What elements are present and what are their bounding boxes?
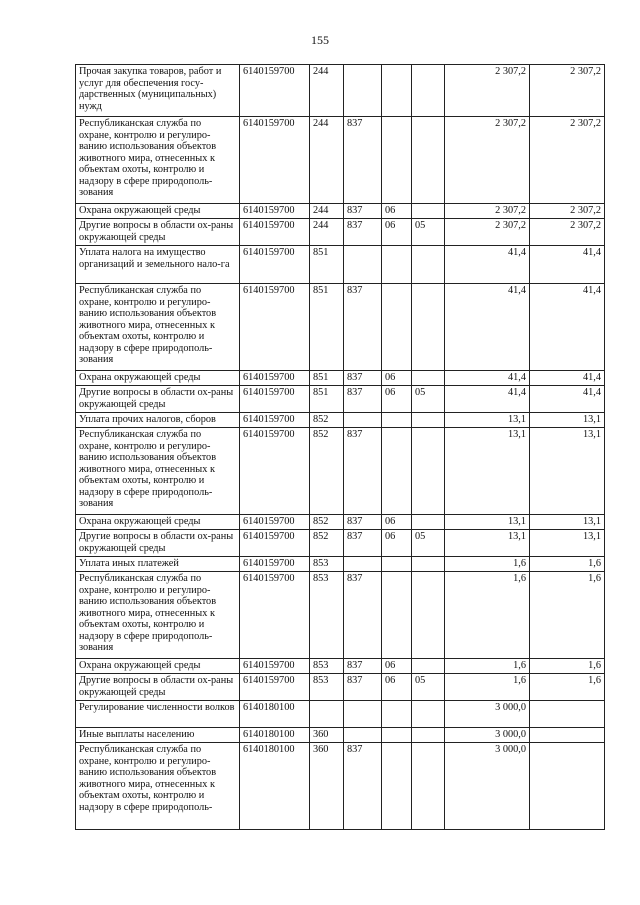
subsection-code: [412, 65, 445, 117]
administrator-code: 837: [344, 572, 382, 659]
row-name: Республиканская служба по охране, контролю и регулиро-ванию использования объектов животного мира, отнесенных к объектам охоты, контролю и надзору в сфере природополь-зования: [76, 117, 240, 204]
target-code: 6140159700: [240, 65, 310, 117]
target-code: 6140159700: [240, 386, 310, 413]
expense-type: [310, 701, 344, 728]
table-row: [76, 728, 605, 743]
amount-1: 2 307,2: [445, 204, 530, 219]
expense-type: 853: [310, 674, 344, 701]
amount-1: 1,6: [445, 572, 530, 659]
target-code: 6140180100: [240, 743, 310, 830]
administrator-code: 837: [344, 659, 382, 674]
amount-2: [530, 743, 605, 830]
administrator-code: 837: [344, 117, 382, 204]
section-code: 06: [382, 371, 412, 386]
amount-2: 13,1: [530, 530, 605, 557]
subsection-code: [412, 515, 445, 530]
amount-1: 13,1: [445, 530, 530, 557]
target-code: 6140180100: [240, 728, 310, 743]
amount-1: 3 000,0: [445, 728, 530, 743]
amount-1: 13,1: [445, 515, 530, 530]
target-code: 6140159700: [240, 530, 310, 557]
section-code: 06: [382, 659, 412, 674]
amount-1: 13,1: [445, 428, 530, 515]
amount-1: 3 000,0: [445, 701, 530, 728]
row-name: Уплата иных платежей: [76, 557, 240, 572]
amount-1: 2 307,2: [445, 65, 530, 117]
administrator-code: [344, 65, 382, 117]
amount-1: 41,4: [445, 246, 530, 284]
amount-1: 41,4: [445, 371, 530, 386]
amount-2: 2 307,2: [530, 117, 605, 204]
subsection-code: [412, 701, 445, 728]
amount-2: 13,1: [530, 515, 605, 530]
section-code: [382, 728, 412, 743]
amount-2: 13,1: [530, 428, 605, 515]
section-code: [382, 557, 412, 572]
target-code: 6140159700: [240, 515, 310, 530]
subsection-code: [412, 413, 445, 428]
section-code: 06: [382, 386, 412, 413]
row-name: Уплата прочих налогов, сборов: [76, 413, 240, 428]
administrator-code: [344, 413, 382, 428]
expense-type: 853: [310, 557, 344, 572]
amount-2: 41,4: [530, 386, 605, 413]
administrator-code: 837: [344, 204, 382, 219]
expense-type: 244: [310, 117, 344, 204]
target-code: 6140159700: [240, 674, 310, 701]
expense-type: 851: [310, 246, 344, 284]
amount-1: 1,6: [445, 674, 530, 701]
amount-2: 2 307,2: [530, 219, 605, 246]
amount-2: 2 307,2: [530, 204, 605, 219]
administrator-code: 837: [344, 515, 382, 530]
subsection-code: [412, 728, 445, 743]
administrator-code: 837: [344, 530, 382, 557]
amount-2: 1,6: [530, 674, 605, 701]
target-code: 6140159700: [240, 413, 310, 428]
expense-type: 852: [310, 428, 344, 515]
budget-table: [75, 64, 605, 830]
table-row: [76, 371, 605, 386]
subsection-code: 05: [412, 386, 445, 413]
amount-2: 1,6: [530, 659, 605, 674]
subsection-code: [412, 371, 445, 386]
expense-type: 360: [310, 743, 344, 830]
subsection-code: [412, 572, 445, 659]
section-code: 06: [382, 204, 412, 219]
target-code: 6140159700: [240, 557, 310, 572]
row-name: Другие вопросы в области ох-раны окружающей среды: [76, 674, 240, 701]
target-code: 6140159700: [240, 204, 310, 219]
amount-2: [530, 701, 605, 728]
row-name: Охрана окружающей среды: [76, 204, 240, 219]
table-row: [76, 530, 605, 557]
amount-2: 41,4: [530, 371, 605, 386]
section-code: [382, 284, 412, 371]
table-row: [76, 743, 605, 830]
row-name: Республиканская служба по охране, контролю и регулиро-ванию использования объектов животного мира, отнесенных к объектам охоты, контролю и надзору в сфере природополь-зования: [76, 572, 240, 659]
amount-2: 13,1: [530, 413, 605, 428]
target-code: 6140159700: [240, 246, 310, 284]
section-code: [382, 246, 412, 284]
amount-2: 2 307,2: [530, 65, 605, 117]
section-code: 06: [382, 530, 412, 557]
amount-1: 3 000,0: [445, 743, 530, 830]
target-code: 6140159700: [240, 284, 310, 371]
table-row: [76, 65, 605, 117]
target-code: 6140159700: [240, 117, 310, 204]
section-code: [382, 743, 412, 830]
subsection-code: 05: [412, 530, 445, 557]
row-name: Регулирование численности волков: [76, 701, 240, 728]
amount-2: 41,4: [530, 284, 605, 371]
expense-type: 244: [310, 204, 344, 219]
expense-type: 851: [310, 386, 344, 413]
row-name: Охрана окружающей среды: [76, 515, 240, 530]
table-row: [76, 117, 605, 204]
target-code: 6140159700: [240, 659, 310, 674]
administrator-code: [344, 246, 382, 284]
expense-type: 851: [310, 284, 344, 371]
administrator-code: 837: [344, 386, 382, 413]
section-code: [382, 117, 412, 204]
table-row: [76, 204, 605, 219]
subsection-code: [412, 204, 445, 219]
row-name: Республиканская служба по охране, контролю и регулиро-ванию использования объектов животного мира, отнесенных к объектам охоты, контролю и надзору в сфере природополь-зования: [76, 284, 240, 371]
administrator-code: 837: [344, 743, 382, 830]
target-code: 6140159700: [240, 572, 310, 659]
row-name: Другие вопросы в области ох-раны окружающей среды: [76, 219, 240, 246]
target-code: 6140159700: [240, 371, 310, 386]
row-name: Другие вопросы в области ох-раны окружающей среды: [76, 530, 240, 557]
amount-2: 1,6: [530, 557, 605, 572]
expense-type: 244: [310, 65, 344, 117]
section-code: 06: [382, 515, 412, 530]
administrator-code: 837: [344, 219, 382, 246]
section-code: [382, 701, 412, 728]
amount-1: 1,6: [445, 659, 530, 674]
table-row: [76, 572, 605, 659]
row-name: Охрана окружающей среды: [76, 659, 240, 674]
table-row: [76, 515, 605, 530]
table-row: [76, 246, 605, 284]
subsection-code: [412, 557, 445, 572]
administrator-code: [344, 701, 382, 728]
table-row: [76, 284, 605, 371]
administrator-code: 837: [344, 674, 382, 701]
administrator-code: 837: [344, 428, 382, 515]
table-row: [76, 674, 605, 701]
section-code: 06: [382, 219, 412, 246]
row-name: Охрана окружающей среды: [76, 371, 240, 386]
target-code: 6140180100: [240, 701, 310, 728]
expense-type: 852: [310, 413, 344, 428]
administrator-code: [344, 728, 382, 743]
amount-1: 13,1: [445, 413, 530, 428]
row-name: Уплата налога на имущество организаций и земельного нало-га: [76, 246, 240, 284]
table-row: [76, 701, 605, 728]
row-name: Прочая закупка товаров, работ и услуг для обеспечения госу-дарственных (муниципальных) нужд: [76, 65, 240, 117]
table-row: [76, 386, 605, 413]
target-code: 6140159700: [240, 428, 310, 515]
row-name: Другие вопросы в области ох-раны окружающей среды: [76, 386, 240, 413]
expense-type: 853: [310, 659, 344, 674]
amount-1: 2 307,2: [445, 219, 530, 246]
expense-type: 852: [310, 530, 344, 557]
subsection-code: [412, 246, 445, 284]
amount-1: 2 307,2: [445, 117, 530, 204]
table-row: [76, 659, 605, 674]
page-number: 155: [311, 33, 329, 47]
subsection-code: [412, 659, 445, 674]
table-row: [76, 219, 605, 246]
administrator-code: 837: [344, 371, 382, 386]
expense-type: 360: [310, 728, 344, 743]
table-row: [76, 557, 605, 572]
section-code: [382, 65, 412, 117]
subsection-code: [412, 428, 445, 515]
row-name: Иные выплаты населению: [76, 728, 240, 743]
subsection-code: [412, 284, 445, 371]
expense-type: 244: [310, 219, 344, 246]
target-code: 6140159700: [240, 219, 310, 246]
row-name: Республиканская служба по охране, контролю и регулиро-ванию использования объектов животного мира, отнесенных к объектам охоты, контролю и надзору в сфере природополь-: [76, 743, 240, 830]
section-code: [382, 572, 412, 659]
expense-type: 851: [310, 371, 344, 386]
amount-1: 41,4: [445, 386, 530, 413]
amount-2: [530, 728, 605, 743]
administrator-code: [344, 557, 382, 572]
table-row: [76, 413, 605, 428]
subsection-code: [412, 743, 445, 830]
subsection-code: 05: [412, 219, 445, 246]
amount-2: 41,4: [530, 246, 605, 284]
section-code: 06: [382, 674, 412, 701]
section-code: [382, 428, 412, 515]
amount-1: 41,4: [445, 284, 530, 371]
expense-type: 853: [310, 572, 344, 659]
table-row: [76, 428, 605, 515]
section-code: [382, 413, 412, 428]
subsection-code: 05: [412, 674, 445, 701]
expense-type: 852: [310, 515, 344, 530]
row-name: Республиканская служба по охране, контролю и регулиро-ванию использования объектов животного мира, отнесенных к объектам охоты, контролю и надзору в сфере природополь-зования: [76, 428, 240, 515]
amount-1: 1,6: [445, 557, 530, 572]
subsection-code: [412, 117, 445, 204]
administrator-code: 837: [344, 284, 382, 371]
amount-2: 1,6: [530, 572, 605, 659]
